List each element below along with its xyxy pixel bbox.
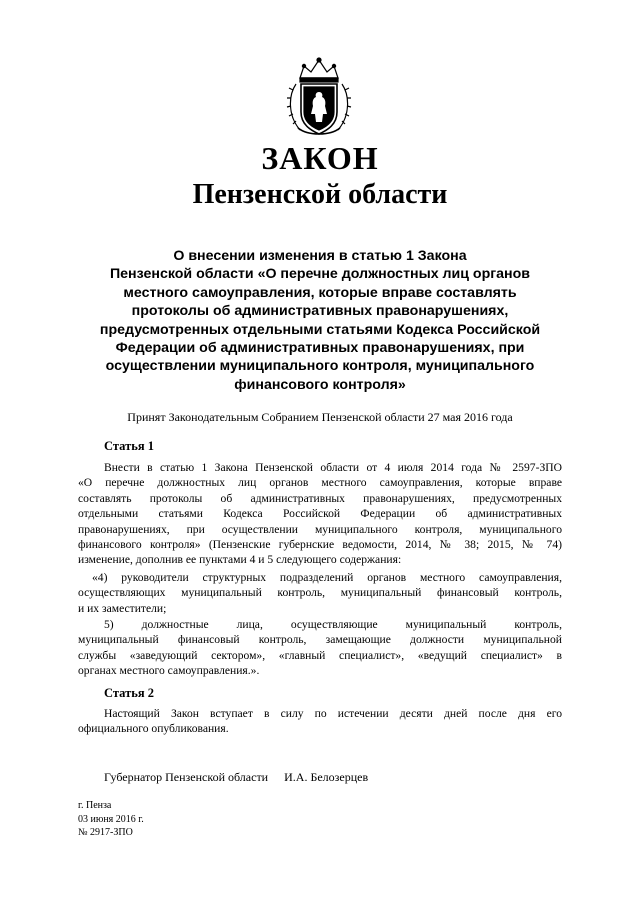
article-1-body — [78, 460, 562, 568]
item-5-paragraph — [78, 617, 562, 679]
article-1-line: правонарушениях, при осуществлении муниципального контроля, муниципального — [78, 522, 562, 536]
article-2-body — [78, 706, 562, 737]
article-2-line: официального опубликования. — [78, 722, 229, 736]
heading-line: осуществлении муниципального контроля, муниципального — [105, 358, 535, 375]
article-1-line: финансового контроля» (Пензенские губернские ведомости, 2014, № 38; 2015, № 74) — [78, 537, 562, 551]
heading-line: протоколы об административных правонарушениях, — [131, 303, 509, 320]
heading-line: предусмотренных отдельными статьями Кодекса Российской — [99, 321, 541, 338]
coat-of-arms-emblem-icon — [286, 56, 352, 139]
document-footer — [78, 799, 144, 840]
heading-line: Федерации об административных правонарушениях, при — [115, 340, 525, 357]
item-5-line: органах местного самоуправления.». — [78, 664, 260, 678]
item-4-paragraph — [78, 570, 562, 616]
heading-line: О внесении изменения в статью 1 Закона — [173, 248, 467, 264]
item-4-line: «4) руководители структурных подразделений органов местного самоуправления, — [92, 571, 562, 584]
signature-block — [104, 770, 368, 785]
article-1-title: Статья 1 — [104, 439, 154, 453]
document-title: ЗАКОН — [261, 140, 379, 176]
article-1-line: изменение, дополнив ее пунктами 4 и 5 следующего содержания: — [78, 553, 402, 567]
governor-position: Губернатор Пензенской области — [104, 770, 269, 784]
article-2-title: Статья 2 — [104, 686, 154, 700]
adoption-line: Принят Законодательным Собранием Пензенской области 27 мая 2016 года — [127, 410, 513, 424]
footer-number: № 2917-ЗПО — [78, 827, 133, 839]
governor-name: И.А. Белозерцев — [284, 770, 369, 784]
article-1-line: составлять протоколы об административных правонарушениях, предусмотренных — [78, 491, 562, 505]
article-1-line: Внести в статью 1 Закона Пензенской области от 4 июля 2014 года № 2597-ЗПО — [104, 461, 562, 474]
article-1-line: «О перечне должностных лиц органов местного самоуправления, которые вправе — [78, 476, 562, 490]
footer-date: 03 июня 2016 г. — [78, 813, 144, 825]
heading-line: финансового контроля» — [234, 376, 406, 393]
heading-line: местного самоуправления, которые вправе составлять — [123, 284, 517, 301]
item-4-line: и их заместители; — [78, 601, 167, 615]
law-heading — [82, 247, 558, 394]
heading-line: Пензенской области «О перечне должностных лиц органов — [109, 266, 531, 283]
item-4-line: осуществляющих муниципальный контроль, муниципальный финансовый контроль, — [78, 586, 562, 600]
item-5-line: 5) должностные лица, осуществляющие муниципальный контроль, — [104, 618, 562, 631]
item-5-line: муниципальный финансовый контроль, замещающие должности муниципальной — [78, 633, 562, 647]
footer-city: г. Пенза — [78, 800, 112, 811]
article-1-line: отдельными статьями Кодекса Российской Федерации об административных — [78, 507, 562, 521]
item-5-line: службы «заведующий сектором», «главный специалист», «ведущий специалист» в — [78, 648, 562, 662]
article-2-line: Настоящий Закон вступает в силу по истечении десяти дней после дня его — [104, 707, 562, 720]
document-subtitle: Пензенской области — [192, 179, 448, 210]
